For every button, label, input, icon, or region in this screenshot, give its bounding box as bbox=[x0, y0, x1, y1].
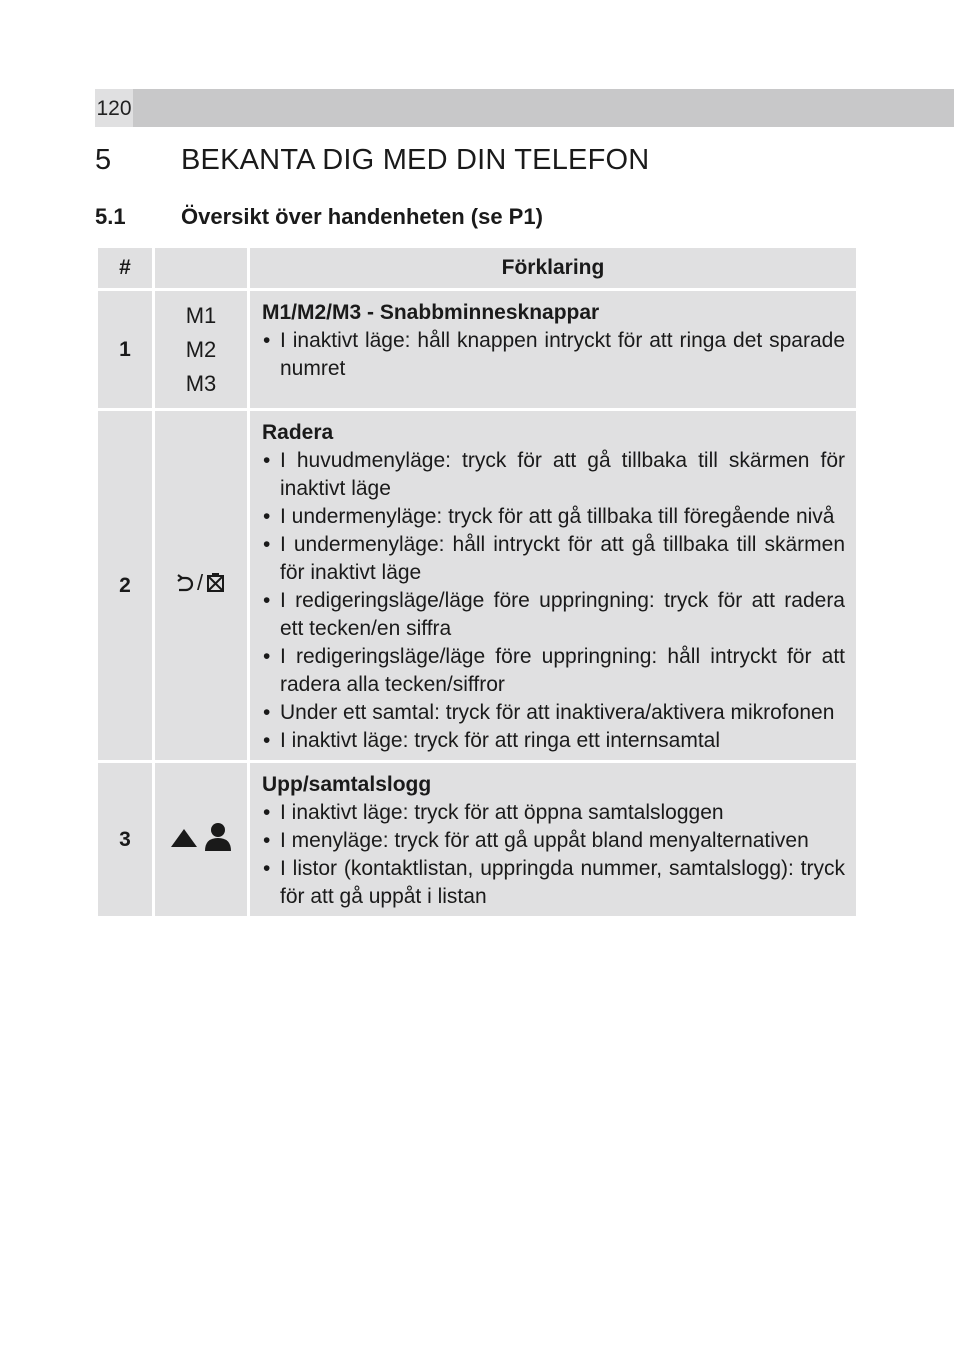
key-label-m1: M1 bbox=[185, 302, 217, 328]
key-label-m2: M2 bbox=[185, 336, 217, 362]
description-title: Upp/samtalslogg bbox=[262, 773, 432, 796]
description-title: M1/M2/M3 - Snabbminnesknappar bbox=[262, 301, 600, 324]
back-arrow-icon bbox=[175, 571, 195, 595]
bullet-item: • I inaktivt läge: tryck för att öppna samtalsloggen bbox=[262, 799, 845, 827]
bullet-item: • I inaktivt läge: håll knappen intryckt för att ringa det sparade numret bbox=[262, 327, 845, 383]
overview-table bbox=[95, 245, 859, 919]
delete-icon bbox=[205, 572, 227, 594]
header-num: # bbox=[98, 248, 152, 288]
bullet-item: • Under ett samtal: tryck för att inaktivera/aktivera mikrofonen bbox=[262, 699, 845, 727]
bullet-item: • I menyläge: tryck för att gå uppåt bland menyalternativen bbox=[262, 827, 845, 855]
section-number: 5.1 bbox=[95, 204, 126, 229]
key-cell bbox=[155, 763, 247, 916]
key-icons bbox=[170, 822, 232, 852]
table-header-row bbox=[98, 248, 856, 288]
bullet-item: • I listor (kontaktlistan, uppringda nummer, samtalslogg): tryck för att gå uppåt i listan bbox=[262, 855, 845, 911]
bullet-list bbox=[262, 327, 845, 383]
person-icon bbox=[204, 822, 232, 852]
key-separator: / bbox=[196, 570, 204, 595]
bullet-item: • I undermenyläge: håll intryckt för att gå tillbaka till skärmen för inaktivt läge bbox=[262, 531, 845, 587]
table-row bbox=[98, 411, 856, 760]
bullet-list bbox=[262, 799, 845, 911]
section-title: Översikt över handenheten (se P1) bbox=[181, 204, 543, 229]
description-cell bbox=[250, 411, 856, 760]
up-triangle-icon bbox=[170, 826, 198, 848]
header-bar bbox=[95, 89, 954, 127]
bullet-item: • I undermenyläge: tryck för att gå tillbaka till föregående nivå bbox=[262, 503, 845, 531]
row-number: 1 bbox=[98, 291, 152, 408]
header-key bbox=[155, 248, 247, 288]
bullet-item: • I huvudmenyläge: tryck för att gå tillbaka till skärmen för inaktivt läge bbox=[262, 447, 845, 503]
chapter-number: 5 bbox=[95, 144, 112, 176]
chapter-title: BEKANTA DIG MED DIN TELEFON bbox=[181, 144, 650, 176]
description-title: Radera bbox=[262, 421, 334, 444]
page-number: 120 bbox=[95, 89, 133, 127]
key-cell bbox=[155, 411, 247, 760]
key-icons bbox=[175, 566, 227, 600]
key-label-m3: M3 bbox=[185, 370, 217, 396]
bullet-item: • I inaktivt läge: tryck för att ringa ett internsamtal bbox=[262, 727, 845, 755]
table-row bbox=[98, 763, 856, 916]
table-row bbox=[98, 291, 856, 408]
row-number: 3 bbox=[98, 763, 152, 916]
description-cell bbox=[250, 763, 856, 916]
bullet-item: • I redigeringsläge/läge före uppringning: håll intryckt för att radera alla tecken/siffror bbox=[262, 643, 845, 699]
row-number: 2 bbox=[98, 411, 152, 760]
bullet-list bbox=[262, 447, 845, 755]
description-cell bbox=[250, 291, 856, 408]
header-desc: Förklaring bbox=[250, 248, 856, 288]
key-cell bbox=[155, 291, 247, 408]
bullet-item: • I redigeringsläge/läge före uppringning: tryck för att radera ett tecken/en siffra bbox=[262, 587, 845, 643]
